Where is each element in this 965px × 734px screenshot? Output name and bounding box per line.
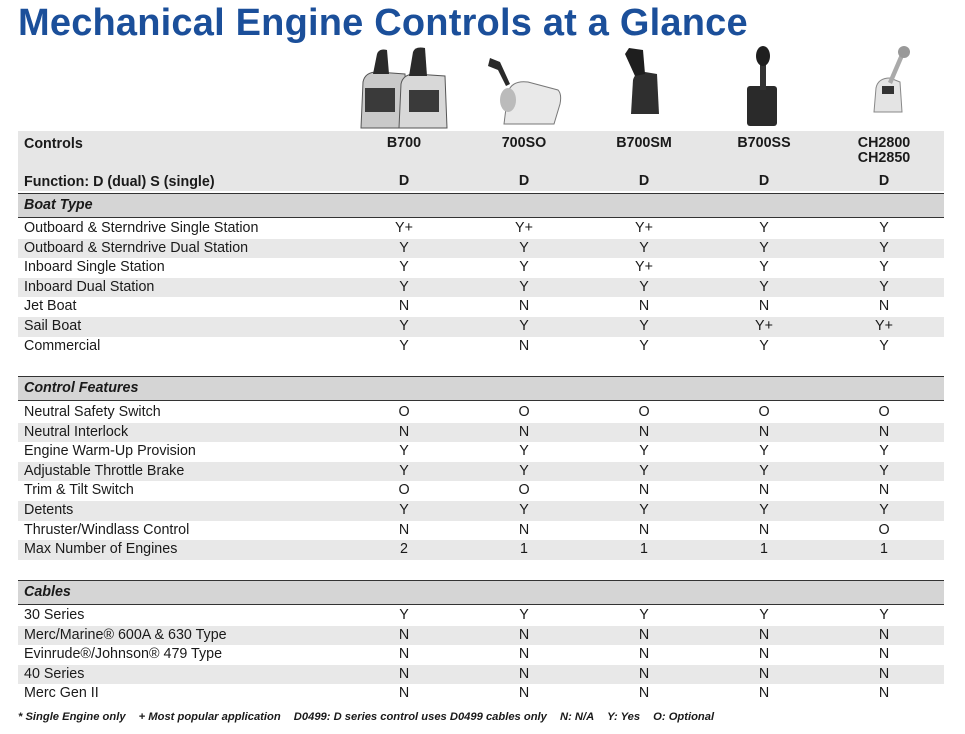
single-binnacle-control-icon bbox=[619, 44, 669, 116]
row-label: Engine Warm-Up Provision bbox=[24, 443, 196, 460]
table-cell: Y bbox=[399, 337, 409, 354]
table-cell: Y bbox=[759, 443, 769, 460]
row-label: Trim & Tilt Switch bbox=[24, 482, 134, 499]
table-cell: N bbox=[518, 626, 530, 643]
table-cell: Y bbox=[639, 501, 649, 518]
table-cell: N bbox=[878, 626, 890, 643]
table-cell: Y bbox=[639, 317, 649, 334]
row-label: Merc/Marine® 600A & 630 Type bbox=[24, 626, 227, 643]
table-row bbox=[18, 684, 944, 704]
table-cell: O bbox=[398, 404, 410, 420]
table-cell: Y bbox=[759, 239, 769, 256]
table-cell: O bbox=[518, 404, 530, 420]
table-row bbox=[18, 442, 944, 462]
table-cell: Y bbox=[759, 607, 769, 623]
table-cell: Y bbox=[879, 607, 889, 623]
table-cell: O bbox=[878, 404, 890, 420]
table-cell: Y bbox=[879, 220, 889, 236]
table-cell: O bbox=[518, 482, 530, 499]
table-cell: Y bbox=[639, 278, 649, 295]
table-cell: Y bbox=[399, 278, 409, 295]
table-cell: Y bbox=[639, 337, 649, 354]
table-cell: N bbox=[398, 521, 410, 538]
table-cell: Y+ bbox=[755, 317, 773, 334]
table-row bbox=[18, 297, 944, 317]
table-row bbox=[18, 219, 944, 239]
table-cell: 1 bbox=[880, 541, 888, 558]
footnote: O: Optional bbox=[653, 711, 715, 723]
model-700so: 700SO bbox=[501, 135, 547, 151]
table-cell: N bbox=[398, 685, 410, 702]
row-label: Adjustable Throttle Brake bbox=[24, 462, 185, 479]
table-cell: N bbox=[518, 665, 530, 682]
row-label: 40 Series bbox=[24, 665, 85, 682]
model-ch2800: CH2800 bbox=[857, 135, 911, 151]
table-cell: N bbox=[758, 665, 770, 682]
table-cell: Y+ bbox=[875, 317, 893, 334]
table-cell: Y bbox=[399, 317, 409, 334]
table-cell: Y bbox=[399, 443, 409, 460]
table-row bbox=[18, 626, 944, 646]
table-cell: Y+ bbox=[635, 220, 653, 236]
table-cell: Y bbox=[639, 462, 649, 479]
table-cell: Y bbox=[759, 337, 769, 354]
table-cell: Y bbox=[639, 239, 649, 256]
table-row bbox=[18, 481, 944, 501]
function-700so: D bbox=[518, 173, 530, 189]
table-cell: N bbox=[518, 521, 530, 538]
row-label: Evinrude®/Johnson® 479 Type bbox=[24, 646, 223, 663]
table-cell: 1 bbox=[520, 541, 528, 558]
table-cell: Y bbox=[399, 607, 409, 623]
table-cell: N bbox=[878, 646, 890, 663]
model-ch2850: CH2850 bbox=[857, 150, 911, 166]
table-cell: Y+ bbox=[635, 259, 653, 276]
table-cell: Y bbox=[879, 501, 889, 518]
row-label: Neutral Interlock bbox=[24, 423, 129, 440]
table-cell: Y bbox=[519, 501, 529, 518]
table-cell: O bbox=[878, 521, 890, 538]
function-b700ss: D bbox=[758, 173, 770, 189]
row-label: Inboard Single Station bbox=[24, 259, 165, 276]
single-lever-control-icon bbox=[743, 44, 783, 128]
table-cell: N bbox=[518, 646, 530, 663]
row-label: Merc Gen II bbox=[24, 685, 99, 702]
footnote: N: N/A bbox=[560, 711, 595, 723]
table-row bbox=[18, 258, 944, 278]
row-label: Jet Boat bbox=[24, 298, 77, 315]
footnote: Y: Yes bbox=[607, 711, 641, 723]
footnote: D0499: D series control uses D0499 cables only bbox=[293, 711, 547, 723]
table-row bbox=[18, 645, 944, 665]
model-b700ss: B700SS bbox=[737, 135, 791, 151]
row-label: Neutral Safety Switch bbox=[24, 404, 161, 420]
table-cell: Y+ bbox=[395, 220, 413, 236]
table-cell: N bbox=[638, 646, 650, 663]
table-cell: N bbox=[758, 521, 770, 538]
product-images bbox=[0, 44, 965, 132]
table-row bbox=[18, 403, 944, 423]
table-cell: Y bbox=[519, 443, 529, 460]
table-row bbox=[18, 501, 944, 521]
table-cell: Y+ bbox=[515, 220, 533, 236]
table-cell: N bbox=[638, 685, 650, 702]
table-cell: Y bbox=[399, 501, 409, 518]
table-cell: Y bbox=[879, 278, 889, 295]
table-cell: N bbox=[758, 423, 770, 440]
table-cell: Y bbox=[399, 259, 409, 276]
page-title: Mechanical Engine Controls at a Glance bbox=[18, 2, 748, 44]
table-cell: Y bbox=[879, 337, 889, 354]
table-row bbox=[18, 540, 944, 560]
table-cell: Y bbox=[759, 220, 769, 236]
table-cell: Y bbox=[879, 239, 889, 256]
table-cell: N bbox=[758, 685, 770, 702]
side-mount-control-icon bbox=[484, 44, 564, 126]
table-cell: N bbox=[878, 423, 890, 440]
section-header-cables: Cables bbox=[18, 580, 944, 605]
table-row bbox=[18, 423, 944, 443]
function-b700sm: D bbox=[638, 173, 650, 189]
cables-rows bbox=[18, 606, 944, 704]
table-cell: N bbox=[758, 298, 770, 315]
table-cell: O bbox=[398, 482, 410, 499]
model-b700sm: B700SM bbox=[616, 135, 672, 151]
section-header-control-features: Control Features bbox=[18, 376, 944, 401]
table-cell: N bbox=[758, 646, 770, 663]
table-cell: 1 bbox=[640, 541, 648, 558]
table-cell: N bbox=[758, 482, 770, 499]
table-cell: N bbox=[638, 626, 650, 643]
table-cell: Y bbox=[759, 278, 769, 295]
table-row bbox=[18, 239, 944, 259]
table-cell: Y bbox=[759, 501, 769, 518]
table-cell: Y bbox=[519, 278, 529, 295]
table-cell: Y bbox=[879, 443, 889, 460]
table-cell: N bbox=[398, 646, 410, 663]
row-label: Outboard & Sterndrive Dual Station bbox=[24, 239, 249, 256]
row-label: Max Number of Engines bbox=[24, 541, 178, 558]
table-cell: Y bbox=[399, 462, 409, 479]
table-cell: N bbox=[398, 298, 410, 315]
table-cell: N bbox=[518, 337, 530, 354]
footnote: + Most popular application bbox=[138, 711, 281, 723]
row-label: Sail Boat bbox=[24, 317, 82, 334]
chrome-lever-control-icon bbox=[866, 44, 914, 114]
table-cell: Y bbox=[519, 462, 529, 479]
model-b700: B700 bbox=[386, 135, 422, 151]
dual-binnacle-control-icon bbox=[355, 44, 453, 130]
table-cell: N bbox=[518, 685, 530, 702]
table-cell: O bbox=[638, 404, 650, 420]
table-row bbox=[18, 337, 944, 357]
table-cell: 1 bbox=[760, 541, 768, 558]
section-header-boat-type: Boat Type bbox=[18, 193, 944, 218]
table-cell: Y bbox=[399, 239, 409, 256]
table-cell: N bbox=[758, 626, 770, 643]
table-cell: Y bbox=[639, 443, 649, 460]
table-cell: N bbox=[878, 665, 890, 682]
table-cell: N bbox=[638, 521, 650, 538]
table-cell: O bbox=[758, 404, 770, 420]
table-row bbox=[18, 606, 944, 626]
table-cell: Y bbox=[879, 462, 889, 479]
footnote: * Single Engine only bbox=[18, 711, 126, 723]
table-cell: Y bbox=[519, 239, 529, 256]
table-cell: Y bbox=[639, 607, 649, 623]
row-label: Thruster/Windlass Control bbox=[24, 521, 190, 538]
footnotes bbox=[18, 711, 724, 723]
table-cell: Y bbox=[519, 259, 529, 276]
row-label: Outboard & Sterndrive Single Station bbox=[24, 220, 259, 236]
controls-label: Controls bbox=[24, 136, 83, 152]
table-cell: N bbox=[518, 298, 530, 315]
table-row bbox=[18, 665, 944, 685]
table-cell: N bbox=[398, 626, 410, 643]
table-row bbox=[18, 521, 944, 541]
table-cell: N bbox=[638, 423, 650, 440]
table-cell: N bbox=[878, 482, 890, 499]
table-cell: N bbox=[398, 665, 410, 682]
table-cell: 2 bbox=[400, 541, 408, 558]
table-cell: Y bbox=[879, 259, 889, 276]
table-row bbox=[18, 317, 944, 337]
row-label: 30 Series bbox=[24, 607, 85, 623]
table-cell: Y bbox=[519, 317, 529, 334]
function-b700: D bbox=[398, 173, 410, 189]
function-label: Function: D (dual) S (single) bbox=[24, 174, 215, 190]
table-cell: Y bbox=[759, 259, 769, 276]
table-cell: N bbox=[398, 423, 410, 440]
table-cell: Y bbox=[519, 607, 529, 623]
table-cell: N bbox=[638, 665, 650, 682]
row-label: Detents bbox=[24, 501, 74, 518]
function-ch2800: D bbox=[878, 173, 890, 189]
boat-type-rows bbox=[18, 219, 944, 356]
table-cell: N bbox=[518, 423, 530, 440]
table-cell: N bbox=[878, 298, 890, 315]
table-header bbox=[18, 131, 944, 191]
row-label: Inboard Dual Station bbox=[24, 278, 155, 295]
control-features-rows bbox=[18, 403, 944, 560]
table-cell: Y bbox=[759, 462, 769, 479]
table-cell: N bbox=[638, 298, 650, 315]
table-cell: N bbox=[878, 685, 890, 702]
table-row bbox=[18, 278, 944, 298]
table-cell: N bbox=[638, 482, 650, 499]
row-label: Commercial bbox=[24, 337, 101, 354]
table-row bbox=[18, 462, 944, 482]
